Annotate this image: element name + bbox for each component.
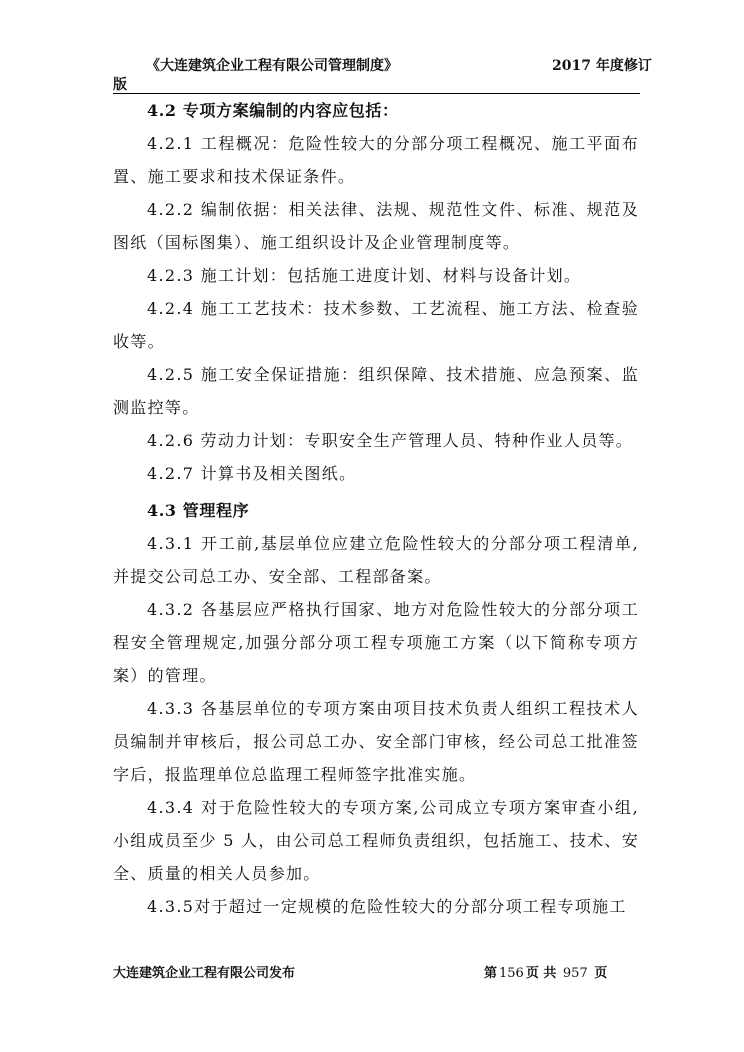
clause-4-2-1: 4.2.1 工程概况：危险性较大的分部分项工程概况、施工平面布置、施工要求和技术保证条件。: [113, 134, 639, 186]
clause-4-2-3: 4.2.3 施工计划：包括施工进度计划、材料与设备计划。: [147, 266, 582, 285]
footer-publisher: 大连建筑企业工程有限公司发布: [113, 966, 296, 981]
page-prefix: 第: [484, 966, 498, 981]
clause-4-2-2: 4.2.2 编制依据：相关法律、法规、规范性文件、标准、规范及图纸（国标图集）、施工组织设计及企业管理制度等。: [113, 200, 639, 252]
clause-4-2-6: 4.2.6 劳动力计划：专职安全生产管理人员、特种作业人员等。: [147, 431, 634, 450]
page-current: 156: [499, 966, 524, 981]
clause-4-3-2: 4.3.2 各基层应严格执行国家、地方对危险性较大的分部分项工程安全管理规定,加强分部分项工程专项施工方案（以下简称专项方案）的管理。: [113, 600, 639, 685]
section-4-2-heading: 4.2 专项方案编制的内容应包括：: [147, 101, 399, 120]
clause-4-3-4: 4.3.4 对于危险性较大的专项方案,公司成立专项方案审查小组,小组成员至少 5 人，由公司总工程师负责组织，包括施工、技术、安全、质量的相关人员参加。: [113, 798, 639, 883]
header-title: 《大连建筑企业工程有限公司管理制度》: [146, 58, 398, 74]
clause-4-3-5: 4.3.5对于超过一定规模的危险性较大的分部分项工程专项施工: [147, 897, 627, 916]
document-body: [113, 94, 639, 923]
section-4-3-heading: 4.3 管理程序: [147, 501, 250, 520]
clause-4-3-3: 4.3.3 各基层单位的专项方案由项目技术负责人组织工程技术人员编制并审核后，报公司总工办、安全部门审核，经公司总工批准签字后，报监理单位总监理工程师签字批准实施。: [113, 699, 639, 784]
clause-4-2-7: 4.2.7 计算书及相关图纸。: [147, 464, 357, 483]
page-suffix: 页: [594, 966, 608, 981]
page-mid: 页 共: [525, 966, 557, 981]
clause-4-3-1: 4.3.1 开工前,基层单位应建立危险性较大的分部分项工程清单,并提交公司总工办、安全部、工程部备案。: [113, 534, 639, 586]
page-total: 957: [562, 966, 588, 981]
clause-4-2-5: 4.2.5 施工安全保证措施：组织保障、技术措施、应急预案、监测监控等。: [113, 365, 639, 417]
clause-4-2-4: 4.2.4 施工工艺技术：技术参数、工艺流程、施工方法、检查验收等。: [113, 299, 639, 351]
footer-page-number: [484, 962, 607, 981]
header-edition-wrap: 版: [113, 77, 127, 93]
header-edition: 2017 年度修订: [552, 58, 652, 74]
